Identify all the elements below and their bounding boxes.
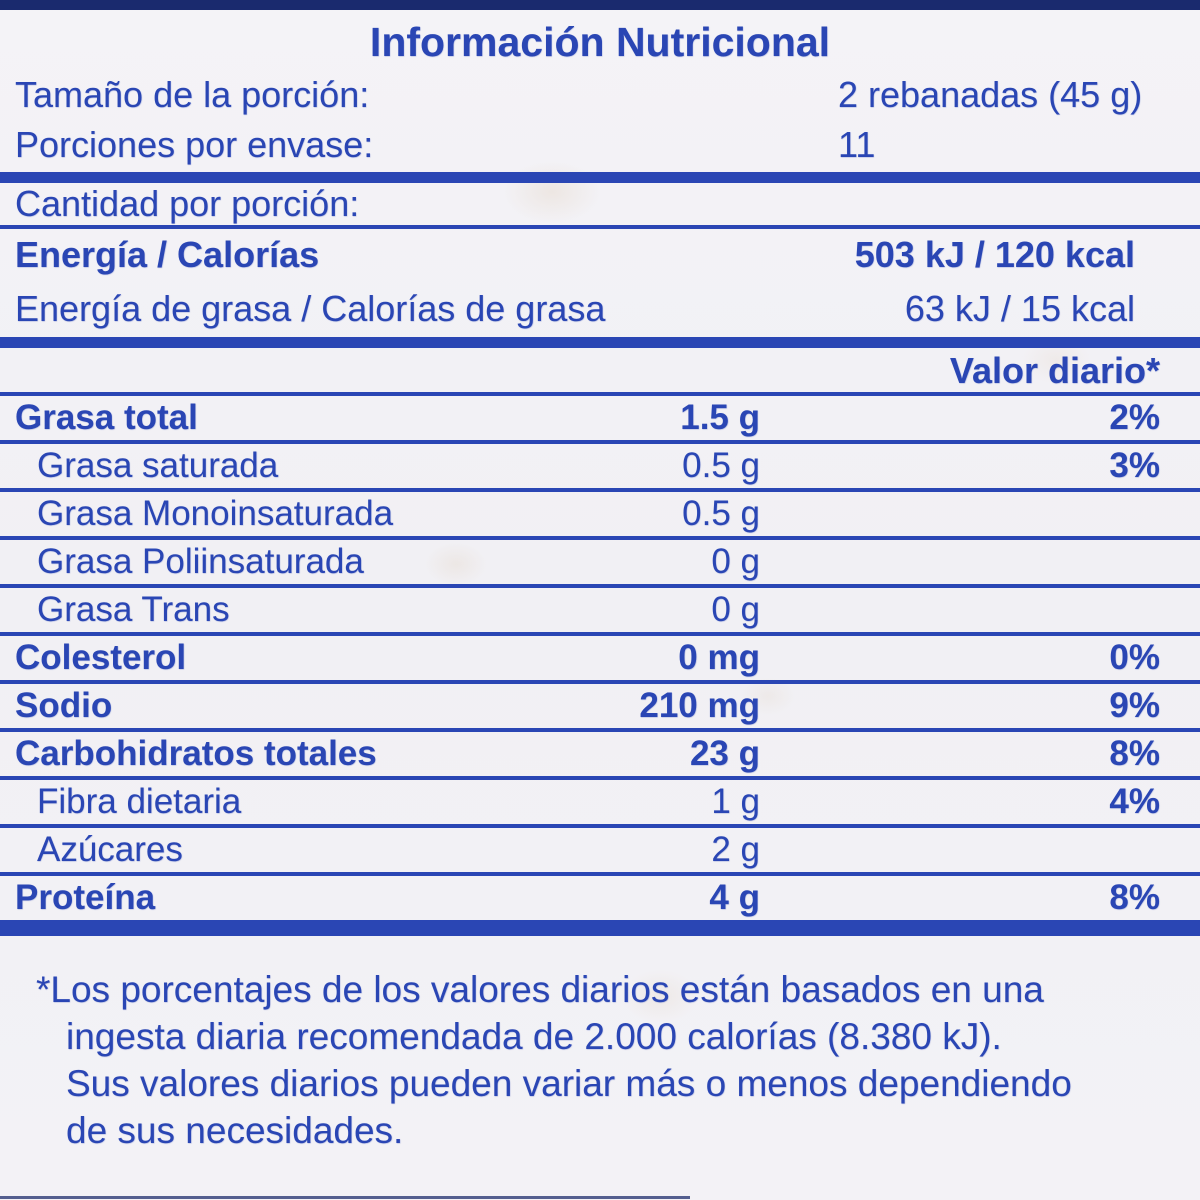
serving-value: 2 rebanadas (45 g) (838, 74, 1143, 115)
serving-label: Tamaño de la porción: (15, 74, 370, 115)
per-serving-heading: Cantidad por porción: (15, 183, 360, 224)
nutrient-daily-value: 2% (1109, 398, 1160, 437)
section-divider-bar (0, 172, 1200, 183)
table-row (0, 588, 1200, 632)
table-row (0, 828, 1200, 872)
nutrient-label: Sodio (15, 686, 113, 725)
energy-value: 503 kJ / 120 kcal (854, 234, 1135, 275)
nutrient-amount: 210 mg (639, 686, 760, 725)
table-row (0, 540, 1200, 584)
label-title: Información Nutricional (369, 19, 831, 65)
table-row (0, 636, 1200, 680)
energy-row (0, 283, 1200, 337)
serving-label: Porciones por envase: (15, 124, 374, 165)
energy-row (0, 229, 1200, 283)
nutrient-daily-value: 8% (1109, 734, 1160, 773)
daily-value-footnote (0, 966, 1200, 1154)
table-row (0, 492, 1200, 536)
daily-value-header: Valor diario* (949, 350, 1160, 391)
nutrient-label: Grasa Poliinsaturada (37, 542, 364, 581)
energy-label: Energía / Calorías (15, 234, 320, 275)
energy-label: Energía de grasa / Calorías de grasa (15, 288, 606, 329)
nutrient-amount: 0 g (711, 590, 760, 629)
nutrient-amount: 0 g (711, 542, 760, 581)
energy-section (0, 229, 1200, 337)
nutrient-label: Fibra dietaria (37, 782, 242, 821)
nutrient-label: Grasa Trans (37, 590, 230, 629)
table-row (0, 732, 1200, 776)
nutrient-amount: 1 g (711, 782, 760, 821)
nutrient-amount: 0 mg (678, 638, 760, 677)
table-row (0, 444, 1200, 488)
nutrient-daily-value: 4% (1109, 782, 1160, 821)
section-divider-bar (0, 920, 1200, 936)
bottom-border-line (0, 1196, 690, 1199)
table-row (0, 780, 1200, 824)
footnote-line: ingesta diaria recomendada de 2.000 calorías (8.380 kJ). (66, 1016, 1002, 1057)
nutrient-daily-value: 3% (1109, 446, 1160, 485)
footnote-line: *Los porcentajes de los valores diarios están basados en una (36, 969, 1044, 1010)
nutrient-amount: 23 g (689, 734, 760, 773)
nutrient-label: Grasa saturada (37, 446, 279, 485)
nutrient-amount: 0.5 g (682, 446, 760, 485)
nutrient-label: Azúcares (37, 830, 183, 869)
nutrient-table (0, 396, 1200, 920)
nutrient-label: Carbohidratos totales (15, 734, 377, 773)
table-row (0, 876, 1200, 920)
table-row (0, 684, 1200, 728)
serving-value: 11 (838, 124, 876, 165)
section-divider-bar (0, 337, 1200, 348)
nutrient-amount: 4 g (709, 878, 760, 917)
table-row (0, 396, 1200, 440)
serving-row (0, 122, 1200, 172)
nutrient-label: Grasa total (15, 398, 198, 437)
top-border-bar (0, 0, 1200, 10)
nutrient-daily-value: 9% (1109, 686, 1160, 725)
footnote-line: Sus valores diarios pueden variar más o menos dependiendo (66, 1063, 1072, 1104)
nutrient-label: Colesterol (15, 638, 187, 677)
footnote-line: de sus necesidades. (66, 1110, 404, 1151)
serving-info-section (0, 72, 1200, 172)
nutrient-daily-value: 0% (1109, 638, 1160, 677)
nutrient-label: Grasa Monoinsaturada (37, 494, 394, 533)
serving-row (0, 72, 1200, 122)
nutrient-label: Proteína (15, 878, 156, 917)
energy-value: 63 kJ / 15 kcal (904, 288, 1135, 329)
nutrient-amount: 2 g (711, 830, 760, 869)
nutrient-amount: 1.5 g (680, 398, 760, 437)
nutrient-daily-value: 8% (1109, 878, 1160, 917)
nutrient-amount: 0.5 g (682, 494, 760, 533)
